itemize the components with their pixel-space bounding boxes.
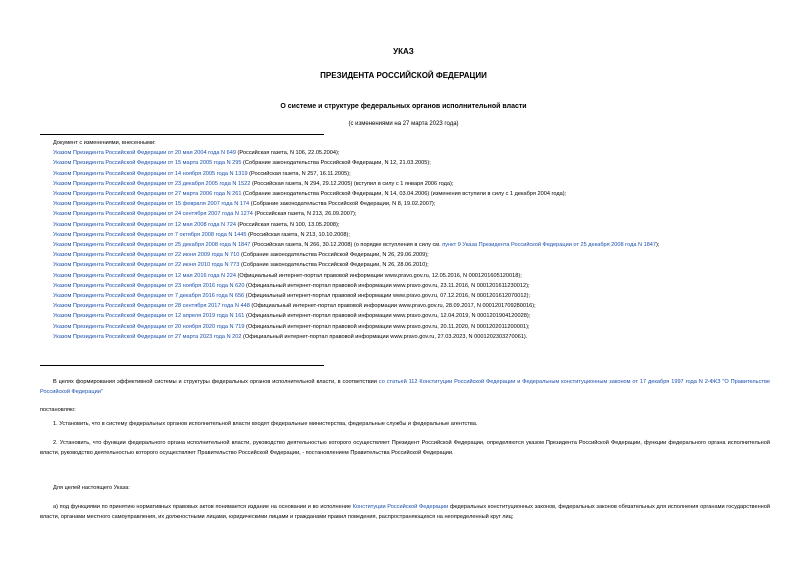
amendments-lead: Документ с изменениями, внесенными: (53, 140, 156, 146)
purpose-line (40, 484, 770, 494)
decree-heading: УКАЗ (393, 47, 414, 56)
paragraph-1 (40, 420, 770, 430)
amendment-source: (Собрание законодательства Российской Федерации, N 26, 29.06.2009); (239, 252, 429, 259)
amendment-item (40, 332, 770, 342)
amendment-item (40, 301, 770, 311)
amendment-item (40, 209, 770, 219)
amendment-source: (Собрание законодательства Российской Федерации, N 12, 21.03.2005); (241, 160, 431, 167)
paragraph-1-text: 1. Установить, что в систему федеральных органов исполнительной власти входят федеральные министерства, федеральные службы и федеральные агентства. (53, 421, 478, 427)
top-divider (40, 134, 324, 135)
amendment-source: (Официальный интернет-портал правовой информации www.pravo.gov.ru, 12.04.2019, N 0001201904120028); (244, 313, 531, 320)
amendment-link[interactable]: Указом Президента Российской Федерации от 23 ноября 2016 года N 620 (53, 282, 245, 289)
amendment-link[interactable]: Указом Президента Российской Федерации от 15 февраля 2007 года N 174 (53, 201, 250, 208)
amendment-link[interactable]: Указом Президента Российской Федерации от 14 ноября 2005 года N 1319 (53, 170, 248, 177)
amendment-source: (Собрание законодательства Российской Федерации, N 14, 03.04.2006) (изменения вступили в силу с 1 декабря 2004 года); (241, 191, 567, 198)
amendment-link[interactable]: Указом Президента Российской Федерации от 7 октября 2008 года N 1445 (53, 231, 247, 238)
amendment-link[interactable]: Указом Президента Российской Федерации от 27 марта 2006 года N 261 (53, 191, 242, 198)
amendment-item (40, 199, 770, 209)
amendment-link[interactable]: Указом Президента Российской Федерации от 20 мая 2004 года N 649 (53, 150, 236, 157)
resolve-line: постановляю: (40, 407, 76, 413)
amendment-source-end: ); (656, 242, 660, 249)
constitution-article-link[interactable]: со статьей 112 Конституции Российской Федерации и Федеральным конституционным законом от 17 декабря 1997 года N 2-ФКЗ "О Правительстве Российской Федерации" (40, 379, 770, 395)
decree-subject: О системе и структуре федеральных органов исполнительной власти (280, 103, 527, 110)
amendment-link[interactable]: Указом Президента Российской Федерации от 12 мая 2008 года N 724 (53, 221, 236, 228)
amendment-link[interactable]: Указом Президента Российской Федерации от 22 июня 2009 года N 710 (53, 252, 240, 259)
constitution-link[interactable]: Конституции Российской Федерации (352, 504, 449, 510)
amendment-item (40, 220, 770, 230)
amendment-item (40, 169, 770, 179)
amendment-link[interactable]: Указом Президента Российской Федерации от 24 сентября 2007 года N 1274 (53, 211, 253, 218)
amendment-source: (Собрание законодательства Российской Федерации, N 26, 28.06.2010); (239, 262, 429, 269)
paragraph-2 (40, 439, 770, 458)
amendment-source: (Официальный интернет-портал правовой информации www.pravo.gov.ru, 12.05.2016, N 0001201605120018); (235, 272, 522, 279)
preamble-text: В целях формирования эффективной системы и структуры федеральных органов исполнительной власти, в соответствии (53, 379, 379, 385)
amendment-source: (Официальный интернет-портал правовой информации www.pravo.gov.ru, 28.09.2017, N 0001201709280016); (249, 303, 536, 310)
amendments-list (40, 138, 770, 342)
amendment-item (40, 271, 770, 281)
decree-issuer: ПРЕЗИДЕНТА РОССИЙСКОЙ ФЕДЕРАЦИИ (320, 71, 487, 80)
paragraph-a-start: а) под функциями по принятию нормативных правовых актов понимается издание на основании и во исполнение (53, 504, 353, 510)
paragraph-a-end: федеральных конституционных законов, федеральных законов обязательных для исполнения органами государственной власти, органами местного самоуправления, их должностными лицами, юридическими лицами и гражданами правил поведения, распространяющихся на неопределенный круг лиц; (40, 504, 770, 520)
amendment-source: (Российская газета, N 294, 29.12.2005) (вступил в силу с 1 января 2006 года); (250, 180, 454, 187)
amendment-link[interactable]: Указом Президента Российской Федерации от 25 декабря 2008 года N 1847 (53, 242, 251, 249)
amendment-link[interactable]: Указом Президента Российской Федерации от 27 марта 2023 года N 202 (53, 333, 242, 340)
amendment-item (40, 311, 770, 321)
amendment-item (40, 179, 770, 189)
amendment-source: (Официальный интернет-портал правовой информации www.pravo.gov.ru, 20.11.2020, N 0001202011200001); (244, 323, 530, 330)
amendment-item (40, 240, 770, 250)
amendment-item (40, 281, 770, 291)
amendment-item (40, 230, 770, 240)
amendment-link[interactable]: Указом Президента Российской Федерации от 12 мая 2016 года N 224 (53, 272, 236, 279)
amendment-item (40, 189, 770, 199)
preamble (40, 378, 770, 397)
amendment-item (40, 250, 770, 260)
amendment-source: (Официальный интернет-портал правовой информации www.pravo.gov.ru, 27.03.2023, N 0001202303270061). (241, 333, 528, 340)
amendment-link[interactable]: Указом Президента Российской Федерации от 28 сентября 2017 года N 448 (53, 303, 250, 310)
amendment-source: (Российская газета, N 257, 16.11.2005); (247, 170, 351, 177)
amendment-link[interactable]: Указом Президента Российской Федерации от 12 апреля 2019 года N 161 (53, 313, 245, 320)
amendment-entry-into-force-link[interactable]: пункт 9 Указа Президента Российской Федерации от 25 декабря 2008 года N 1847 (442, 242, 657, 249)
amendment-source: (Российская газета, N 106, 22.05.2004); (235, 150, 340, 157)
purpose-text: Для целей настоящего Указа: (53, 485, 130, 491)
amendment-source: (Официальный интернет-портал правовой информации www.pravo.gov.ru, 23.11.2016, N 0001201611230012); (244, 282, 530, 289)
amendment-item (40, 260, 770, 270)
amendment-item (40, 291, 770, 301)
amendment-link[interactable]: Указом Президента Российской Федерации от 23 декабря 2005 года N 1522 (53, 180, 251, 187)
amendment-source: (Российская газета, N 213, 10.10.2008); (246, 231, 350, 238)
paragraph-a (40, 503, 770, 522)
amendment-item (40, 148, 770, 158)
paragraph-2-text: 2. Установить, что функции федерального органа исполнительной власти, руководство деятельностью которого осуществляет Президент Российской Федерации, определяются указом Президента Российской Федерации, функции федерального органа исполнительной власти, руководство деятельностью которого осуществляет Правительство Российской Федерации, - постановлением Правительства Российской Федерации. (40, 440, 770, 456)
amendment-source: (Официальный интернет-портал правовой информации www.pravo.gov.ru, 07.12.2016, N 0001201612070012); (244, 293, 531, 300)
amendment-source: (Собрание законодательства Российской Федерации, N 8, 19.02.2007); (249, 201, 436, 208)
amendment-source: (Российская газета, N 100, 13.05.2008); (235, 221, 340, 228)
amendment-item (40, 322, 770, 332)
bottom-divider (40, 365, 324, 366)
edition-note: (с изменениями на 27 марта 2023 года) (348, 121, 459, 127)
amendment-link[interactable]: Указом Президента Российской Федерации от 7 декабря 2016 года N 656 (53, 293, 245, 300)
amendment-link[interactable]: Указом Президента Российской Федерации от 15 марта 2005 года N 295 (53, 160, 242, 167)
amendment-link[interactable]: Указом Президента Российской Федерации от 22 июня 2010 года N 773 (53, 262, 240, 269)
amendment-source: (Российская газета, N 266, 30.12.2008) (о порядке вступления в силу см. (250, 242, 443, 249)
amendment-source: (Российская газета, N 213, 26.09.2007); (252, 211, 357, 218)
amendment-item (40, 158, 770, 168)
amendment-link[interactable]: Указом Президента Российской Федерации от 20 ноября 2020 года N 719 (53, 323, 245, 330)
